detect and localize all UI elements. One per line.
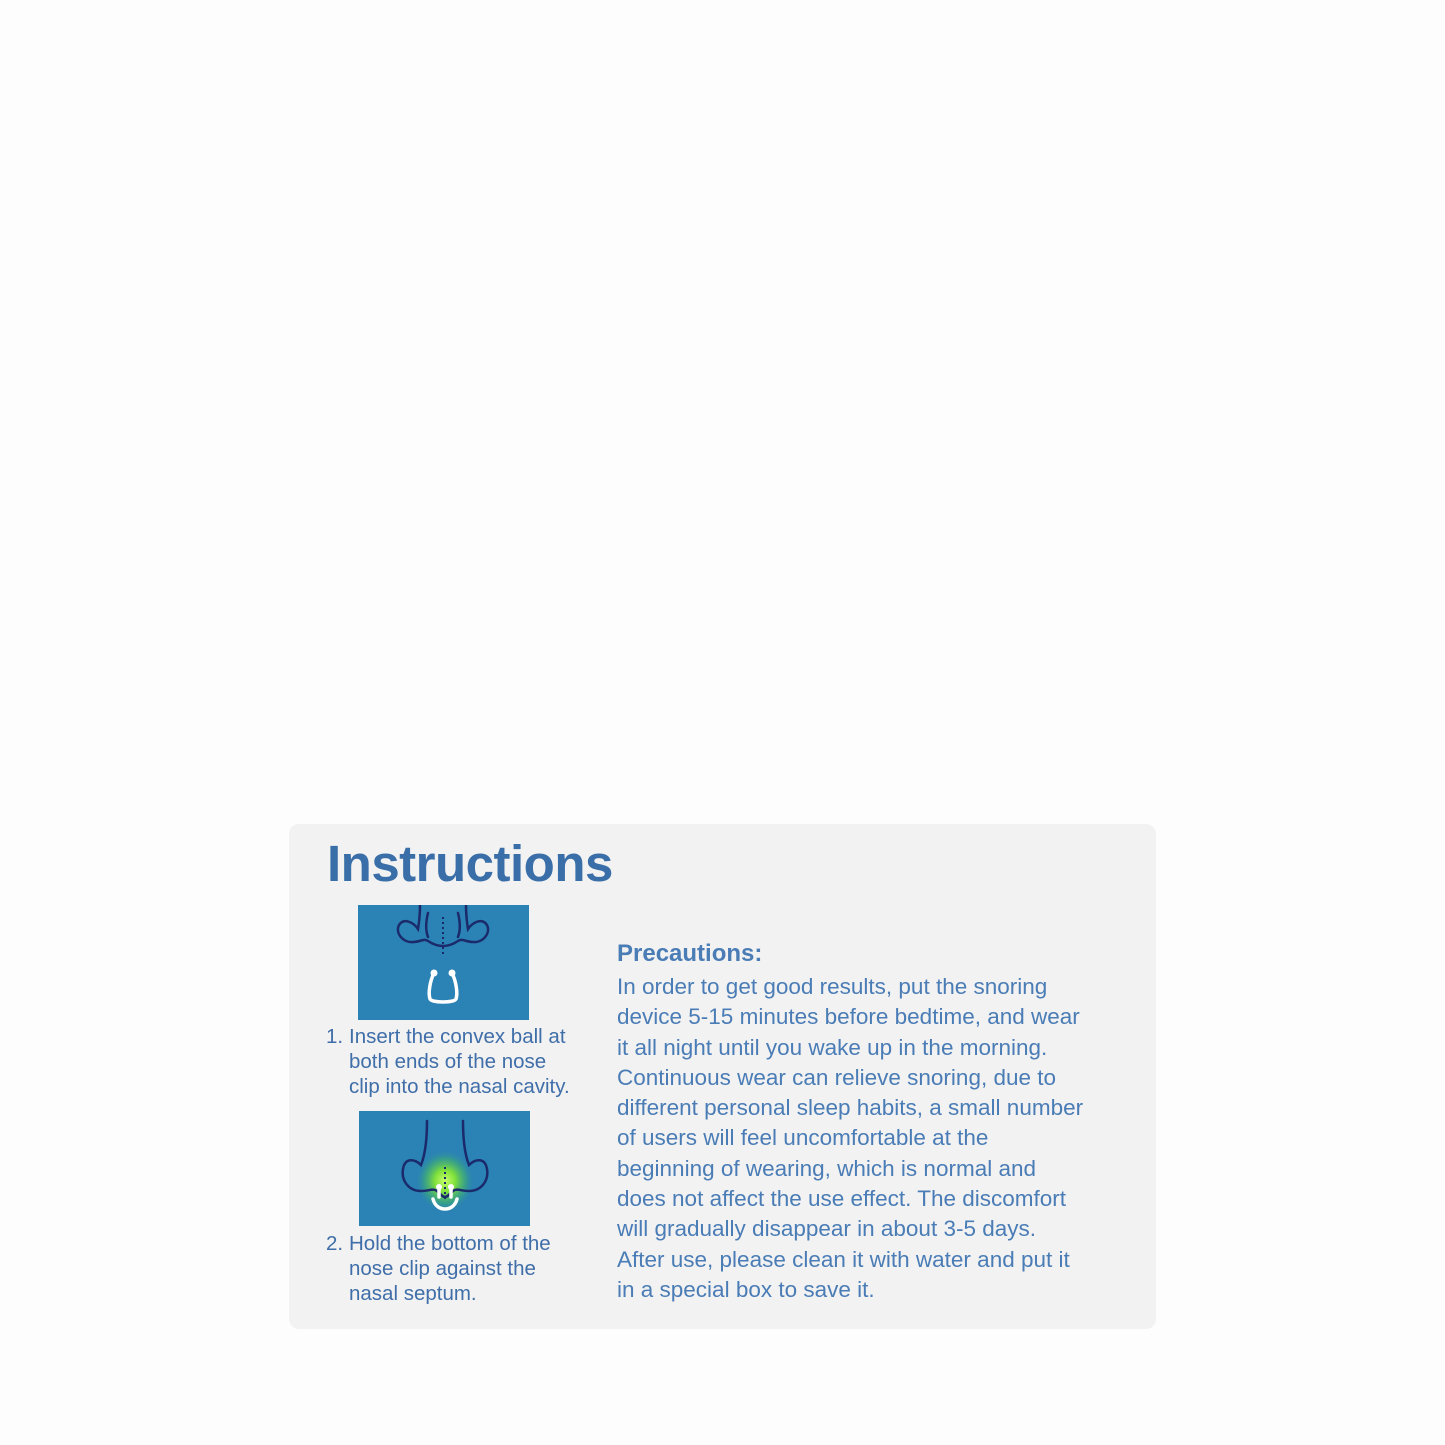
precautions-line: of users will feel uncomfortable at the <box>617 1125 989 1151</box>
step-2-number: 2. <box>326 1232 344 1255</box>
step-1-number: 1. <box>326 1025 344 1048</box>
step-2-line-1: Hold the bottom of the <box>349 1232 551 1255</box>
precautions-line: In order to get good results, put the snoring <box>617 974 1048 999</box>
precautions-line: different personal sleep habits, a small number <box>617 1095 1084 1121</box>
step-1-line-1: Insert the convex ball at <box>349 1025 566 1048</box>
precautions-body <box>617 972 1083 1305</box>
precautions-line: beginning of wearing, which is normal and <box>617 1155 1036 1181</box>
step-1-line-2: both ends of the nose <box>349 1050 547 1073</box>
precautions-line: will gradually disappear in about 3-5 days. <box>617 1216 1036 1242</box>
precautions-line: does not affect the use effect. The discomfort <box>617 1186 1067 1212</box>
instructions-title: Instructions <box>327 835 613 892</box>
step-1-text <box>326 1024 570 1099</box>
precautions-line: After use, please clean it with water and put it <box>617 1246 1070 1272</box>
nose-clip-inserted-icon <box>359 1111 530 1226</box>
instructions-card <box>289 824 1156 1329</box>
precautions-heading: Precautions: <box>617 940 763 967</box>
nose-clip-separate-icon <box>358 905 529 1020</box>
step-1-line-3: clip into the nasal cavity. <box>349 1075 570 1098</box>
precautions-line: device 5-15 minutes before bedtime, and wear <box>617 1004 1080 1030</box>
step-2-text <box>326 1231 551 1306</box>
precautions-line: in a special box to save it. <box>617 1276 875 1302</box>
step-2-line-2: nose clip against the <box>349 1257 536 1280</box>
precautions-line: it all night until you wake up in the morning. <box>617 1034 1048 1060</box>
precautions-line: Continuous wear can relieve snoring, due to <box>617 1064 1057 1090</box>
step-2-line-3: nasal septum. <box>349 1282 477 1305</box>
